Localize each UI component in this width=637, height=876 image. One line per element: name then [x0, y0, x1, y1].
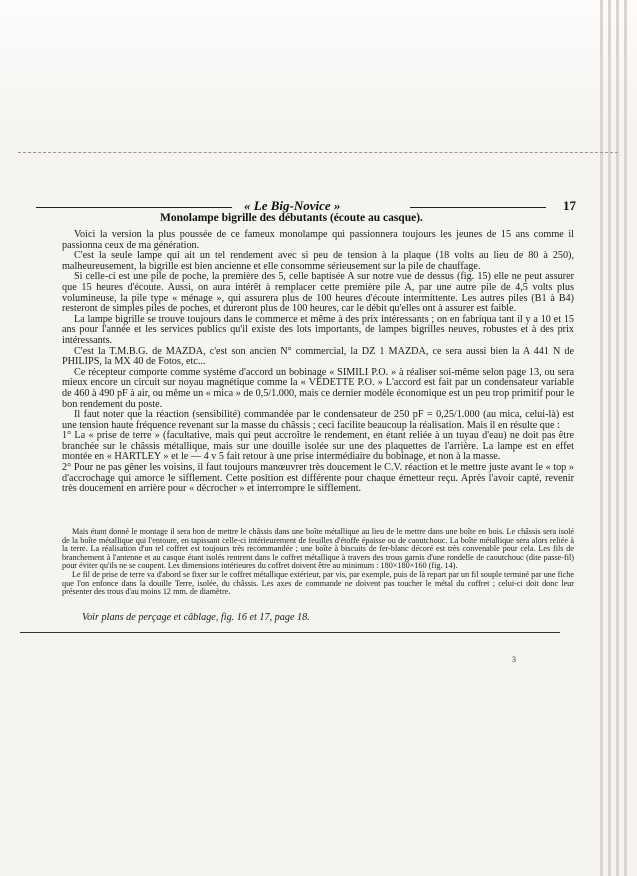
header-page-number: 17 — [563, 198, 576, 213]
paragraph: Ce récepteur comporte comme système d'accord un bobinage « SIMILI P.O. » à réaliser soi-même selon page 13, ou sera mieux encore un circuit sur noyau magnétique comme la « VEDETTE P.O. » L'accord est fait par un condensateur variable de 460 à 490 pF à air, ou même un « mica » de 0,5/1.000, mais ce dernier modèle économique est un peu trop primitif pour le bon rendement du poste. — [62, 366, 574, 410]
blank-upper-area — [0, 0, 637, 150]
note-paragraph: Mais étant donné le montage il sera bon de mettre le châssis dans une boîte métallique au lieu de le mettre dans une boîte en bois. Le châssis sera isolé de la boîte métallique qui l'entoure, en tapissant celle-ci intérieurement de feuilles d'étoffe épaisse ou de caoutchouc. La boîte métallique sera alors reliée à la terre. La réalisation d'un tel coffret est toujours très recommandée ; une boîte à biscuits de fer-blanc décoré est très convenable pour cela. Les fils de branchement à l'antenne et au casque étant isolés rentrent dans le coffret métallique à travers des trous garnis d'une rondelle de caoutchouc (dite passe-fil) pour éviter qu'ils ne se coupent. Les dimensions intérieures du coffret doivent être au minimum : 180×180×160 (fig. 14). — [62, 527, 574, 571]
cross-reference: Voir plans de perçage et câblage, fig. 16 et 17, page 18. — [82, 612, 310, 623]
note-block — [62, 528, 574, 597]
paragraph: C'est la seule lampe qui ait un tel rendement avec si peu de tension à la plaque (18 volts au lieu de 80 à 250), malheureusement, la bigrille est bien ancienne et elle consomme sérieusement sur la pile de chauffage. — [62, 250, 574, 272]
perforation-line — [18, 152, 618, 153]
paragraph: C'est la T.M.B.G. de MAZDA, c'est son ancien N° commercial, la DZ 1 MAZDA, ce sera aussi bien la A 441 N de PHILIPS, la MX 40 de Fotos, etc... — [62, 345, 574, 368]
article-body — [62, 230, 574, 495]
note-paragraph: Le fil de prise de terre va d'abord se fixer sur le coffret métallique extérieur, par vis, par exemple, puis de là repart par un fil souple terminé par une fiche que l'on enfonce dans la douille Terre, isolée, du châssis. Les axes de commande ne doivent pas toucher le métal du coffret ; celui-ci doit donc leur présenter des trous d'au moins 12 mm. de diamètre. — [62, 569, 574, 597]
list-item: 2° Pour ne pas gêner les voisins, il faut toujours manœuvrer très doucement le C.V. réaction et le mettre juste avant le « top » d'accrochage qui amorce le sifflement. Cette position est différente pour chaque émetteur reçu. Après l'avoir capté, revenir très doucement en arrière pour « décrocher » et interrompre le sifflement. — [62, 462, 574, 495]
page-edge — [616, 0, 619, 876]
paragraph: La lampe bigrille se trouve toujours dans le commerce et même à des prix intéressants ; on en fabriqua tant il y a 10 et 15 ans pour l'année et les services publics qu'il existe des lots importants, de lampes bigrilles neuves, robustes et à des prix intéressants. — [62, 313, 574, 346]
paragraph: Voici la version la plus poussée de ce fameux monolampe qui passionnera toujours les jeunes de 15 ans comme il passionna ceux de ma génération. — [62, 229, 574, 251]
page-edge — [600, 0, 603, 876]
bottom-page-number: 3 — [512, 655, 516, 664]
list-item: 1° La « prise de terre » (facultative, mais qui peut accroître le rendement, en étant reliée à un tuyau d'eau) ne doit pas être branchée sur le châssis métallique, mais sur une douille isolée sur une des plaquettes de l'arrière. La lampe est en effet montée en « HARTLEY » et le — 4 v 5 fait retour à une prise intermédiaire du bobinage, et non à la masse. — [62, 430, 574, 463]
header-rule-left — [36, 207, 232, 208]
header-rule-right — [410, 207, 546, 208]
paragraph: Si celle-ci est une pile de poche, la première des 5, celle baptisée A sur notre vue de dessus (fig. 15) elle ne peut assurer que 15 heures d'écoute. Aussi, on aura intérêt à remplacer cette première pile A, par une autre pile de 4,5 volts plus volumineuse, la pile type « ménage », qui assurera plus de 100 heures d'écoute intermittente. Les autres piles (B1 à B4) resteront de simples piles de poches, et dureront plus de 100 heures, car le débit qu'elles ont à assurer est faible. — [62, 271, 574, 315]
header-title: « Le Big-Novice » — [244, 198, 341, 213]
page-edge — [608, 0, 611, 876]
footer-rule — [20, 632, 560, 633]
page-edge — [624, 0, 627, 876]
article-title: Monolampe bigrille des débutants (écoute au casque). — [160, 212, 423, 224]
paragraph: Il faut noter que la réaction (sensibilité) commandée par le condensateur de 250 pF = 0,25/1.000 (au mica, celui-là) est une tension haute fréquence revenant sur la masse du châssis ; ceci facilite beaucoup la réalisation. Mais il en résulte que : — [62, 409, 574, 431]
